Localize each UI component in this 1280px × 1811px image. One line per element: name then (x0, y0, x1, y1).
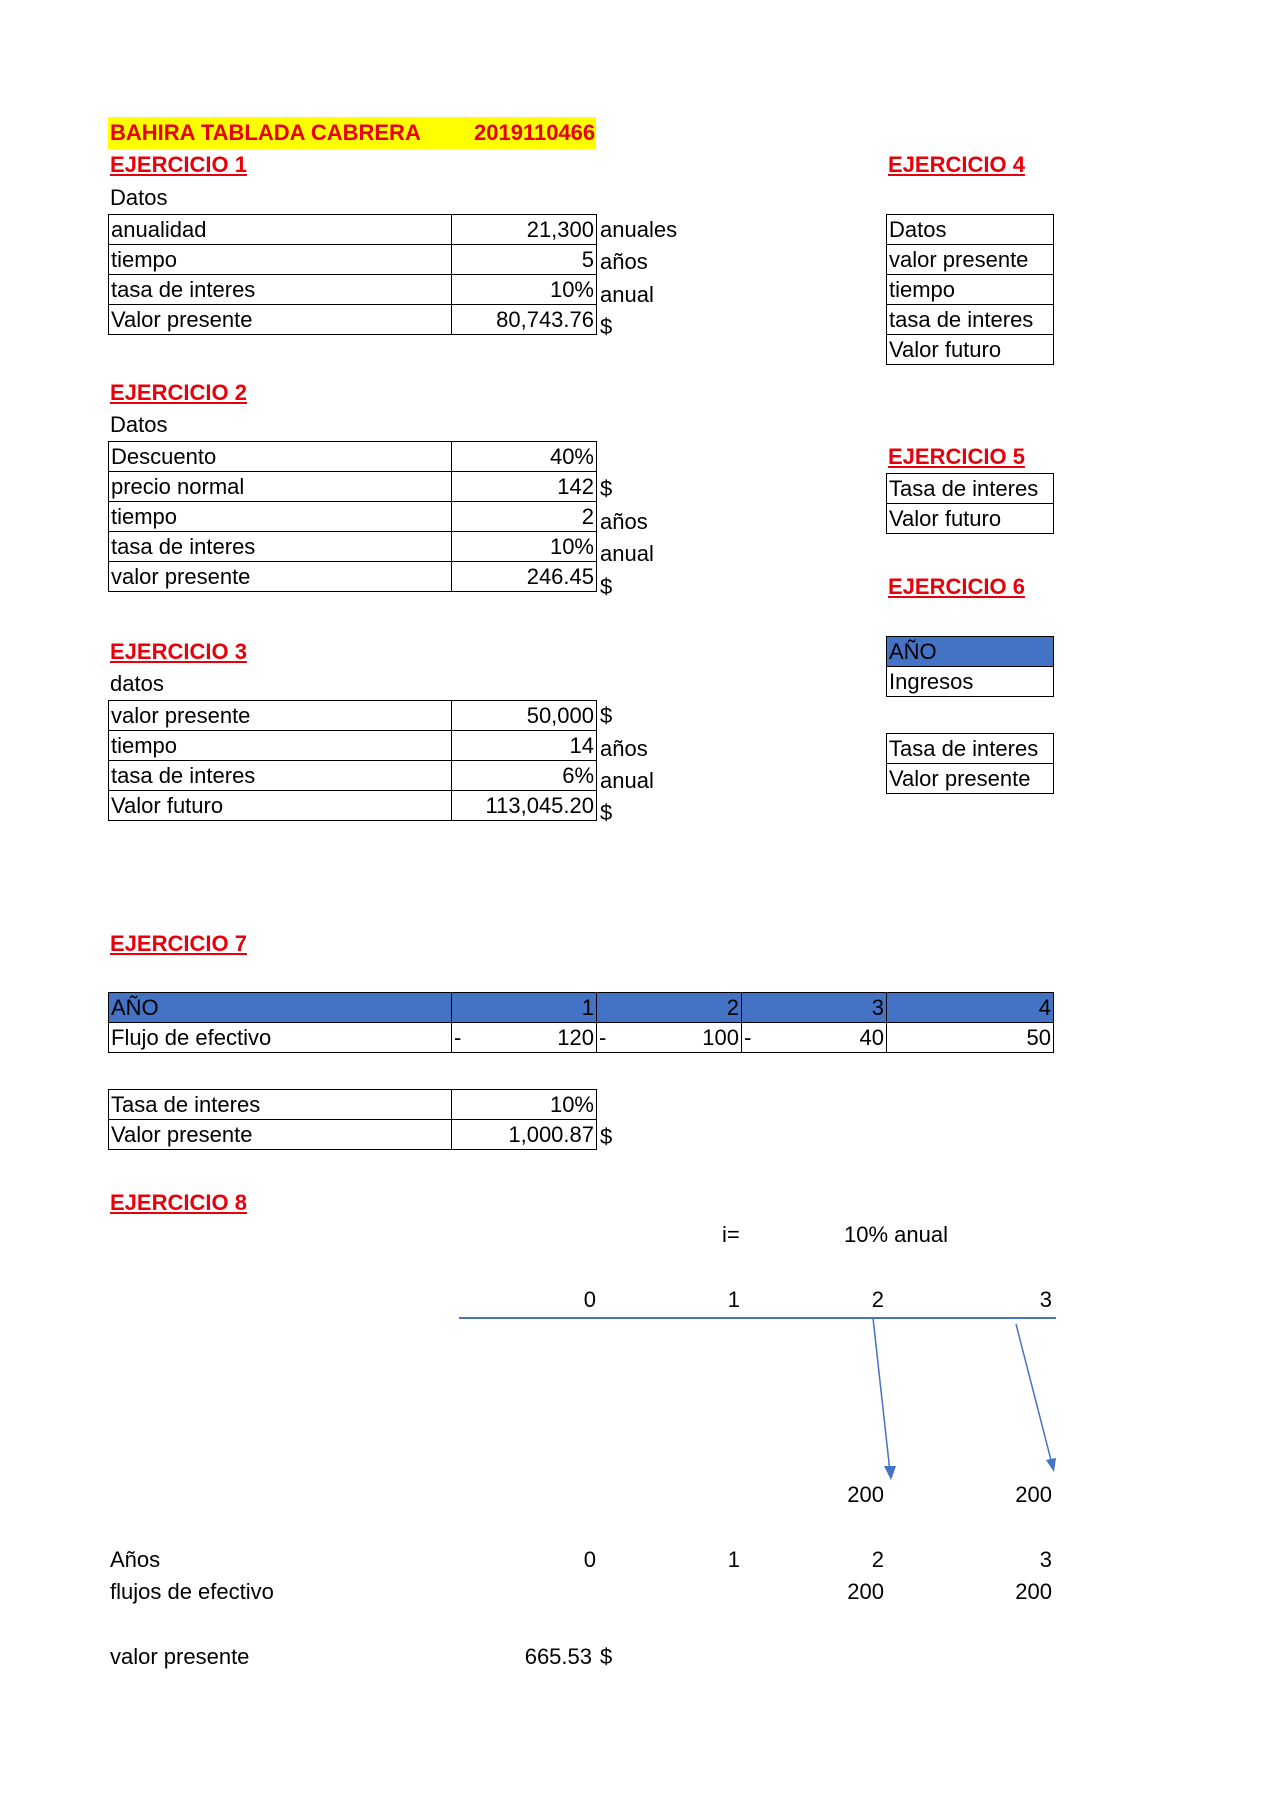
ej4-title: EJERCICIO 4 (888, 152, 1025, 177)
arrowhead-icon (1046, 1458, 1056, 1472)
pv-label: valor presente (110, 1644, 250, 1669)
year-cell: 3 (742, 993, 887, 1023)
unit: años (600, 509, 648, 534)
cash-flow-arrow (1016, 1324, 1052, 1464)
row-label: precio normal (109, 472, 452, 502)
rate-label: Tasa de interes (109, 1090, 452, 1120)
row-label: Valor presente (887, 764, 1054, 794)
arrowhead-icon (884, 1466, 896, 1480)
row-label: Descuento (109, 442, 452, 472)
ej2-title: EJERCICIO 2 (110, 380, 247, 405)
row-value: 50,000 (452, 701, 597, 731)
arrow-value: 200 (847, 1482, 884, 1507)
unit: $ (600, 800, 613, 825)
year-cell: 3 (1039, 1547, 1052, 1572)
ej2-datos: Datos (110, 412, 168, 437)
row-label: Valor futuro (109, 791, 452, 821)
row-label: Valor presente (109, 305, 452, 335)
student-id: 2019110466 (474, 120, 596, 145)
year-label: AÑO (109, 993, 452, 1023)
unit: $ (600, 476, 613, 501)
flow-sign: - (454, 1025, 462, 1050)
flow-value: 50 (1026, 1025, 1051, 1050)
row-value: 14 (452, 731, 597, 761)
row-value: 246.45 (452, 562, 597, 592)
flow-cell: 200 (847, 1579, 884, 1604)
ej8-title: EJERCICIO 8 (110, 1190, 247, 1215)
flow-sign: - (599, 1025, 607, 1050)
flow-value: 120 (557, 1025, 594, 1050)
unit: $ (600, 1124, 613, 1149)
ej3-title: EJERCICIO 3 (110, 639, 247, 664)
row-label: valor presente (109, 701, 452, 731)
year-cell: 0 (583, 1547, 596, 1572)
pv-value: 665.53 (524, 1644, 592, 1669)
flow-sign: - (744, 1025, 752, 1050)
student-name: BAHIRA TABLADA CABRERA (110, 120, 421, 145)
rate-label: i= (722, 1222, 740, 1247)
row-label: tiempo (887, 275, 1054, 305)
year-cell: 1 (727, 1547, 740, 1572)
pv-value: 1,000.87 (452, 1120, 597, 1150)
ej7-title: EJERCICIO 7 (110, 931, 247, 956)
flow-label: Flujo de efectivo (109, 1023, 452, 1053)
rate-value: 10% (452, 1090, 597, 1120)
row-label: tiempo (109, 502, 452, 532)
row-label: valor presente (887, 245, 1054, 275)
year-cell: 4 (887, 993, 1054, 1023)
year-cell: 1 (452, 993, 597, 1023)
flow-cell: 200 (1015, 1579, 1052, 1604)
row-label: Datos (887, 215, 1054, 245)
unit: años (600, 249, 648, 274)
ej1-title: EJERCICIO 1 (110, 152, 247, 177)
row-value: 21,300 (452, 215, 597, 245)
ej1-datos: Datos (110, 185, 168, 210)
timeline-tick: 1 (727, 1287, 740, 1312)
row-label: Tasa de interes (887, 734, 1054, 764)
unit: $ (600, 703, 613, 728)
row-label: anualidad (109, 215, 452, 245)
pv-label: Valor presente (109, 1120, 452, 1150)
row-label: Tasa de interes (887, 474, 1054, 504)
row-label: Ingresos (887, 667, 1054, 697)
row-label: tasa de interes (109, 761, 452, 791)
row-label: tasa de interes (109, 532, 452, 562)
year-cell: 2 (597, 993, 742, 1023)
row-value: 40% (452, 442, 597, 472)
rate-value: 10% anual (844, 1222, 948, 1247)
ej5-title: EJERCICIO 5 (888, 444, 1025, 469)
cash-flow-arrow (873, 1318, 890, 1472)
row-label: Valor futuro (887, 335, 1054, 365)
row-label: tiempo (109, 731, 452, 761)
timeline-tick: 3 (1039, 1287, 1052, 1312)
unit: anuales (600, 217, 678, 242)
flow-value: 40 (859, 1025, 884, 1050)
year-cell: 2 (871, 1547, 884, 1572)
timeline-tick: 0 (583, 1287, 596, 1312)
unit: años (600, 736, 648, 761)
flow-value: 100 (702, 1025, 739, 1050)
row-value: 10% (452, 532, 597, 562)
ej3-datos: datos (110, 671, 164, 696)
unit: $ (600, 1644, 613, 1669)
row-value: 142 (452, 472, 597, 502)
row-label: Valor futuro (887, 504, 1054, 534)
timeline-tick: 2 (871, 1287, 884, 1312)
unit: anual (600, 282, 654, 307)
arrow-value: 200 (1015, 1482, 1052, 1507)
ej6-title: EJERCICIO 6 (888, 574, 1025, 599)
row-value: 5 (452, 245, 597, 275)
row-label: tiempo (109, 245, 452, 275)
row-label: valor presente (109, 562, 452, 592)
row-label: tasa de interes (887, 305, 1054, 335)
unit: anual (600, 768, 654, 793)
row-value: 2 (452, 502, 597, 532)
row-label: tasa de interes (109, 275, 452, 305)
row-value: 10% (452, 275, 597, 305)
years-label: Años (110, 1547, 161, 1572)
row-label: AÑO (887, 637, 1054, 667)
unit: $ (600, 574, 613, 599)
row-value: 113,045.20 (452, 791, 597, 821)
row-value: 80,743.76 (452, 305, 597, 335)
unit: $ (600, 314, 613, 339)
unit: anual (600, 541, 654, 566)
row-value: 6% (452, 761, 597, 791)
flows-label: flujos de efectivo (110, 1579, 274, 1604)
